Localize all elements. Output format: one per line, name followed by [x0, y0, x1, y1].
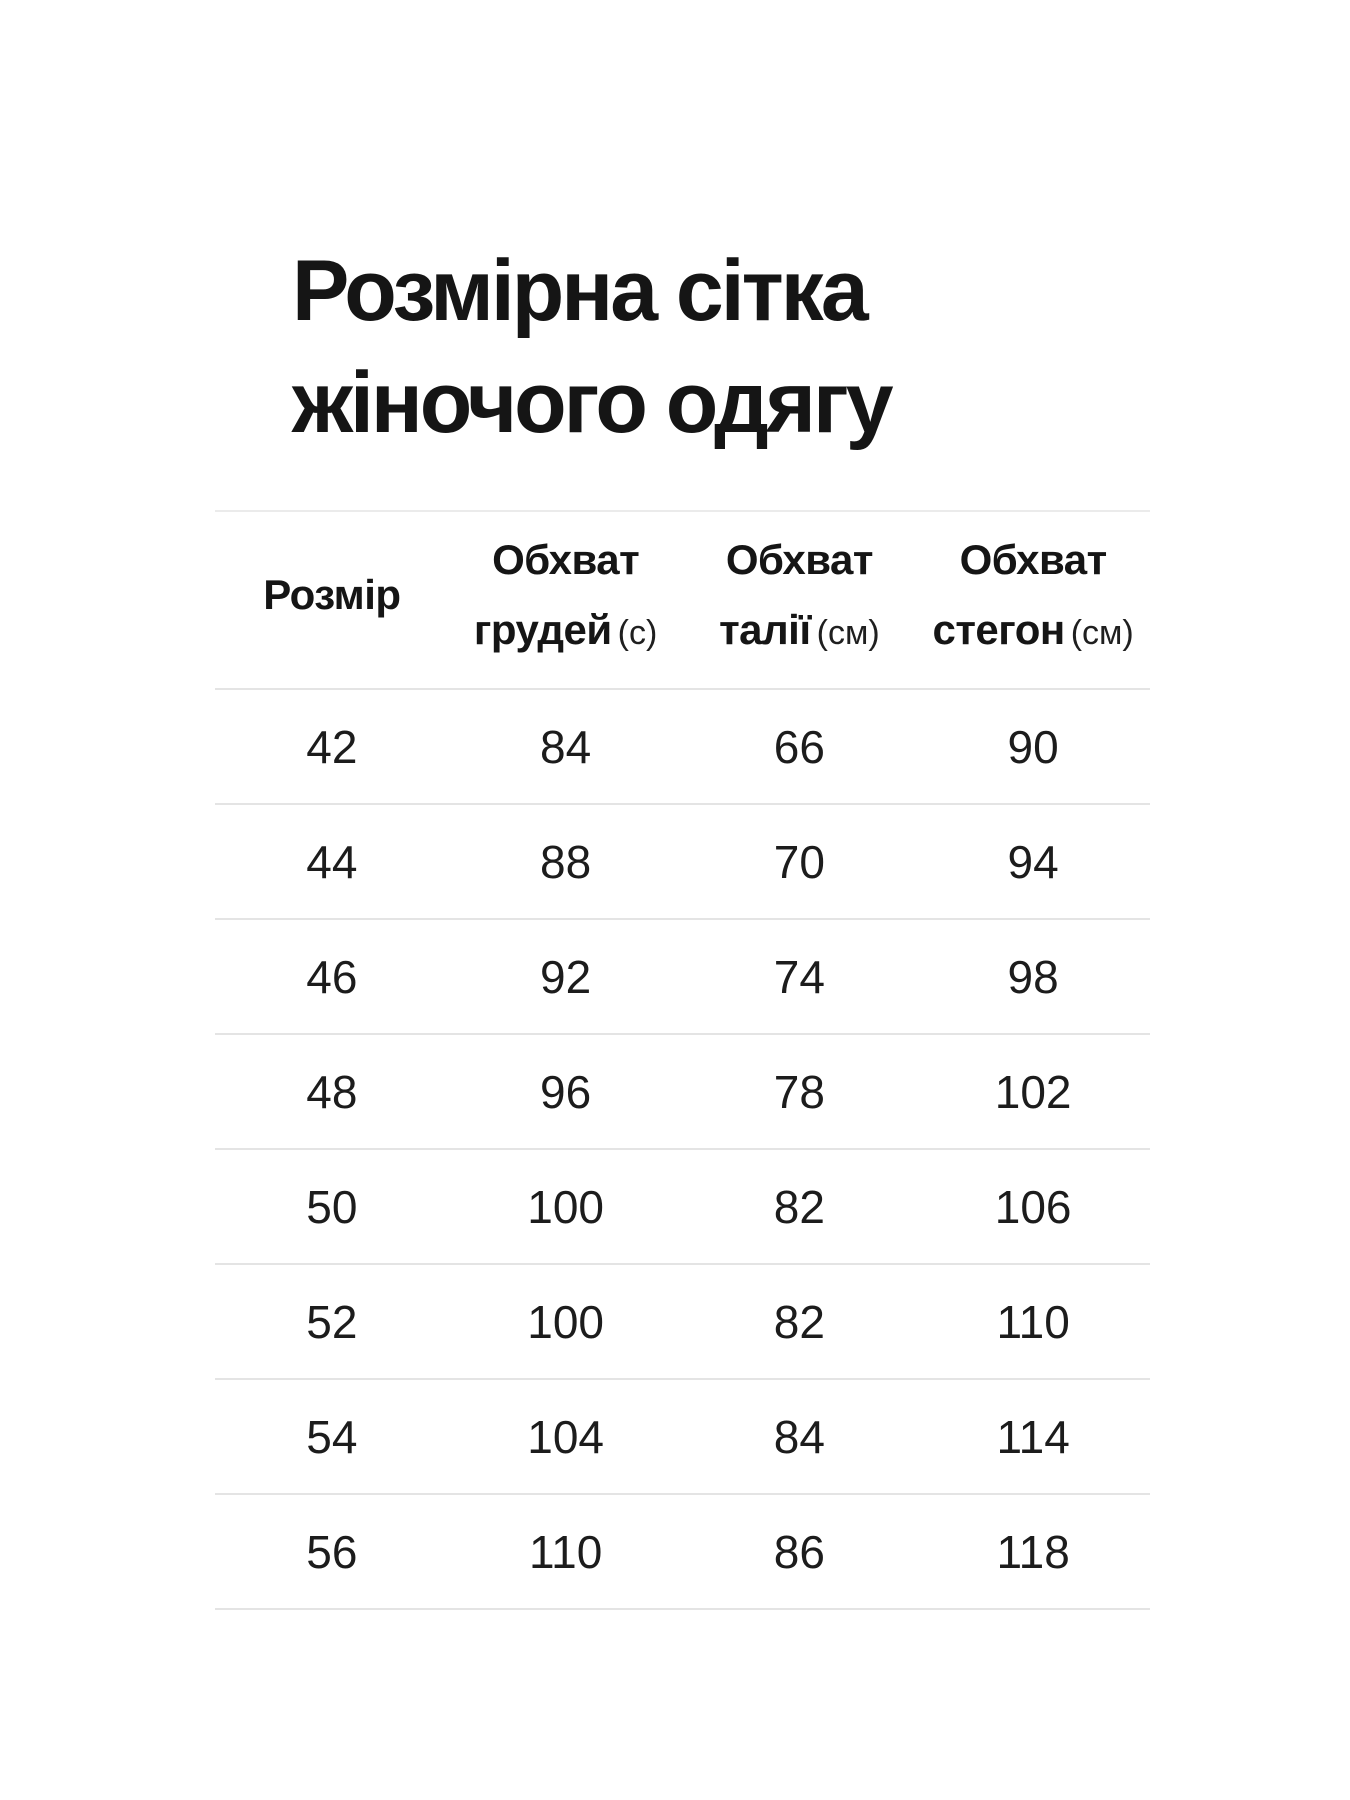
table-row — [215, 919, 1150, 1034]
waist-cell: 82 — [683, 1149, 917, 1264]
header-unit: (см) — [1070, 614, 1134, 652]
column-header-waist — [683, 511, 917, 689]
size-cell: 42 — [215, 689, 449, 804]
waist-cell: 82 — [683, 1264, 917, 1379]
size-cell: 56 — [215, 1494, 449, 1609]
size-cell: 52 — [215, 1264, 449, 1379]
hips-cell: 98 — [916, 919, 1150, 1034]
title-line-2: жіночого одягу — [292, 355, 891, 451]
header-unit: (с) — [617, 614, 658, 652]
bust-cell: 104 — [449, 1379, 683, 1494]
header-label: талії — [719, 606, 811, 653]
size-cell: 44 — [215, 804, 449, 919]
bust-cell: 88 — [449, 804, 683, 919]
hips-cell: 90 — [916, 689, 1150, 804]
header-label: грудей — [473, 606, 612, 653]
bust-cell: 96 — [449, 1034, 683, 1149]
waist-cell: 70 — [683, 804, 917, 919]
header-label: Обхват — [725, 536, 873, 583]
size-cell: 50 — [215, 1149, 449, 1264]
waist-cell: 78 — [683, 1034, 917, 1149]
bust-cell: 84 — [449, 689, 683, 804]
hips-cell: 106 — [916, 1149, 1150, 1264]
table-row — [215, 689, 1150, 804]
title-line-1: Розмірна сітка — [292, 243, 866, 339]
waist-cell: 66 — [683, 689, 917, 804]
size-cell: 46 — [215, 919, 449, 1034]
size-cell: 48 — [215, 1034, 449, 1149]
header-unit: (см) — [816, 614, 880, 652]
table-header-row — [215, 511, 1150, 689]
table-row — [215, 1494, 1150, 1609]
size-cell: 54 — [215, 1379, 449, 1494]
header-label: Обхват — [492, 536, 640, 583]
bust-cell: 92 — [449, 919, 683, 1034]
page-title — [292, 235, 891, 459]
table-row — [215, 1149, 1150, 1264]
column-header-size — [215, 511, 449, 689]
size-table — [215, 510, 1150, 1610]
header-label: стегон — [932, 606, 1065, 653]
table-row — [215, 1034, 1150, 1149]
hips-cell: 102 — [916, 1034, 1150, 1149]
table-row — [215, 1379, 1150, 1494]
waist-cell: 86 — [683, 1494, 917, 1609]
bust-cell: 100 — [449, 1149, 683, 1264]
waist-cell: 84 — [683, 1379, 917, 1494]
hips-cell: 118 — [916, 1494, 1150, 1609]
header-label: Розмір — [263, 571, 401, 618]
hips-cell: 94 — [916, 804, 1150, 919]
hips-cell: 114 — [916, 1379, 1150, 1494]
bust-cell: 100 — [449, 1264, 683, 1379]
table-row — [215, 804, 1150, 919]
hips-cell: 110 — [916, 1264, 1150, 1379]
column-header-bust — [449, 511, 683, 689]
table-row — [215, 1264, 1150, 1379]
header-label: Обхват — [959, 536, 1107, 583]
bust-cell: 110 — [449, 1494, 683, 1609]
waist-cell: 74 — [683, 919, 917, 1034]
column-header-hips — [916, 511, 1150, 689]
